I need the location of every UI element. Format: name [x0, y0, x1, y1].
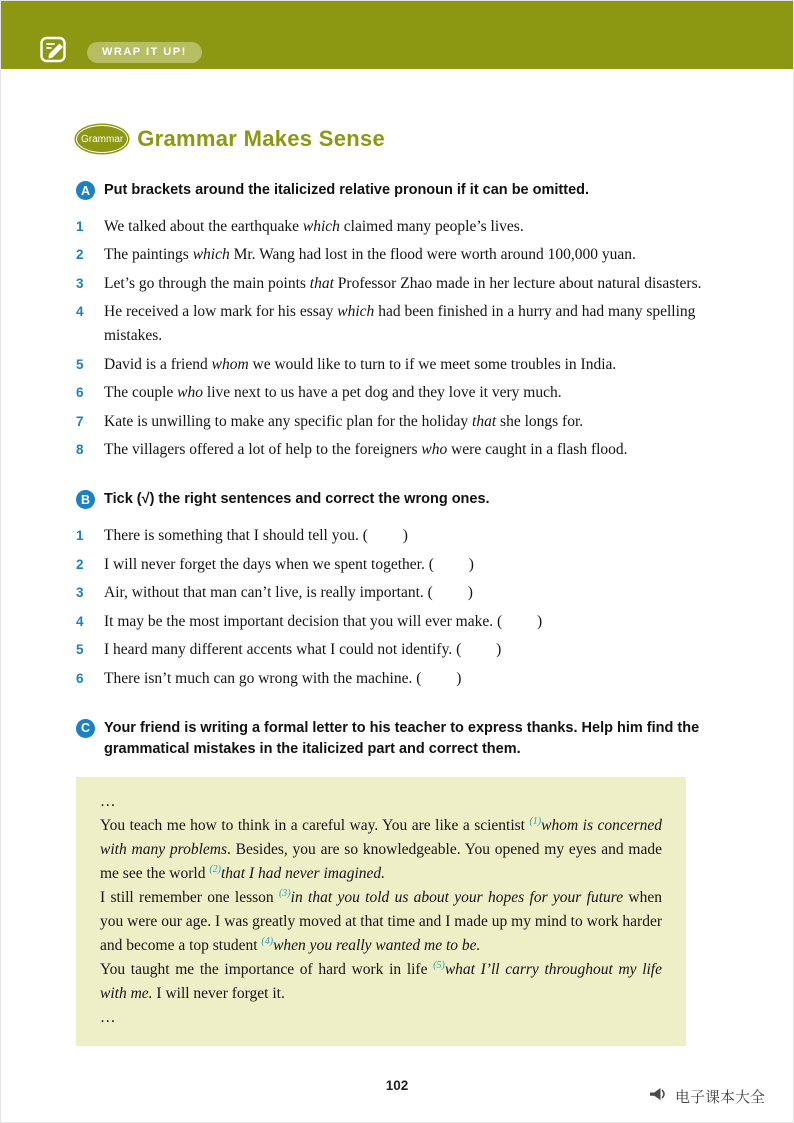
list-item [76, 524, 714, 548]
list-item [76, 553, 714, 577]
exercise-a-instruction: Put brackets around the italicized relative pronoun if it can be omitted. [104, 182, 590, 198]
item-number: 4 [76, 613, 84, 629]
item-number: 3 [76, 275, 84, 291]
letter-paragraph: I still remember one lesson $^{(3)}$in that you told us about your hopes for your future when you were our age. I was greatly moved at that time and I made up my mind to work harder and become a top student $^{(4)}$when you really wanted me to be. [100, 888, 663, 955]
list-item [76, 353, 714, 377]
letter-paragraph: … [100, 793, 116, 811]
item-sentence: I will never forget the days when we spent together. ( ) [104, 555, 474, 573]
list-item [76, 243, 714, 267]
exercise-c-instruction: Your friend is writing a formal letter to his teacher to express thanks. Help him find the grammatical mistakes in the italicized part and correct them. [104, 719, 700, 758]
item-number: 6 [76, 385, 84, 401]
item-number: 2 [76, 556, 84, 572]
item-sentence: He received a low mark for his essay which had been finished in a hurry and had many spelling mistakes. [104, 303, 696, 345]
item-number: 5 [76, 356, 84, 372]
item-sentence: The villagers offered a lot of help to the foreigners who were caught in a flash flood. [104, 441, 628, 459]
item-number: 7 [76, 413, 84, 429]
letter-paragraph: You taught me the importance of hard work in life $^{(5)}$what I’ll carry throughout my life with me. I will never forget it. [100, 960, 662, 1003]
list-item [76, 581, 714, 605]
edit-note-icon [39, 33, 71, 65]
exercise-c [76, 718, 714, 1047]
section-c-marker: C [76, 719, 95, 738]
list-item [76, 410, 714, 434]
item-number: 8 [76, 442, 84, 458]
item-sentence: There is something that I should tell you. ( ) [104, 527, 408, 545]
item-number: 3 [76, 585, 84, 601]
item-sentence: We talked about the earthquake which claimed many people’s lives. [104, 217, 524, 235]
item-sentence: Air, without that man can’t live, is really important. ( ) [104, 584, 473, 602]
item-sentence: The paintings which Mr. Wang had lost in the flood were worth around 100,000 yuan. [104, 246, 636, 264]
list-item [76, 667, 714, 691]
item-number: 5 [76, 642, 84, 658]
exercise-b [76, 489, 714, 690]
list-item [76, 215, 714, 239]
letter-paragraph: You teach me how to think in a careful way. You are like a scientist $^{(1)}$whom is concerned with many problems. Besides, you are so knowledgeable. You opened my eyes and made me see the world $^{(2)}$that I had never imagined. [100, 816, 662, 883]
wrap-it-up-badge: WRAP IT UP! [87, 42, 202, 63]
exercise-a-header [76, 180, 714, 202]
page-content [1, 69, 793, 1046]
item-number: 4 [76, 304, 84, 320]
exercise-a [76, 180, 714, 462]
page-title: Grammar Makes Sense [137, 126, 386, 151]
list-item [76, 300, 714, 348]
list-item [76, 272, 714, 296]
section-a-marker: A [76, 181, 95, 200]
item-sentence: It may be the most important decision that you will ever make. ( ) [104, 612, 543, 630]
exercise-c-header [76, 718, 714, 762]
letter-box [76, 777, 686, 1046]
page-heading [76, 69, 714, 153]
megaphone-icon [648, 1085, 668, 1107]
item-sentence: Let’s go through the main points that Professor Zhao made in her lecture about natural disasters. [104, 274, 702, 292]
item-sentence: David is a friend whom we would like to turn to if we meet some troubles in India. [104, 355, 617, 373]
site-watermark [648, 1085, 765, 1107]
exercise-b-header [76, 489, 714, 511]
list-item [76, 638, 714, 662]
item-number: 2 [76, 247, 84, 263]
letter-paragraph: … [100, 1009, 116, 1027]
exercise-b-items [76, 524, 714, 691]
section-b-marker: B [76, 490, 95, 509]
grammar-badge: Grammar [76, 125, 128, 153]
top-bar [1, 1, 793, 69]
list-item [76, 381, 714, 405]
page-number: 102 [385, 1078, 409, 1093]
list-item [76, 610, 714, 634]
item-sentence: The couple who live next to us have a pet dog and they love it very much. [104, 384, 562, 402]
item-number: 1 [76, 218, 84, 234]
item-sentence: Kate is unwilling to make any specific plan for the holiday that she longs for. [104, 412, 584, 430]
item-sentence: I heard many different accents what I could not identify. ( ) [104, 641, 502, 659]
item-number: 1 [76, 528, 84, 544]
exercise-b-instruction: Tick (√) the right sentences and correct the wrong ones. [104, 491, 490, 508]
watermark-text: 电子课本大全 [674, 1088, 765, 1106]
exercise-a-items [76, 215, 714, 463]
item-number: 6 [76, 670, 84, 686]
item-sentence: There isn’t much can go wrong with the machine. ( ) [104, 669, 462, 687]
list-item [76, 438, 714, 462]
